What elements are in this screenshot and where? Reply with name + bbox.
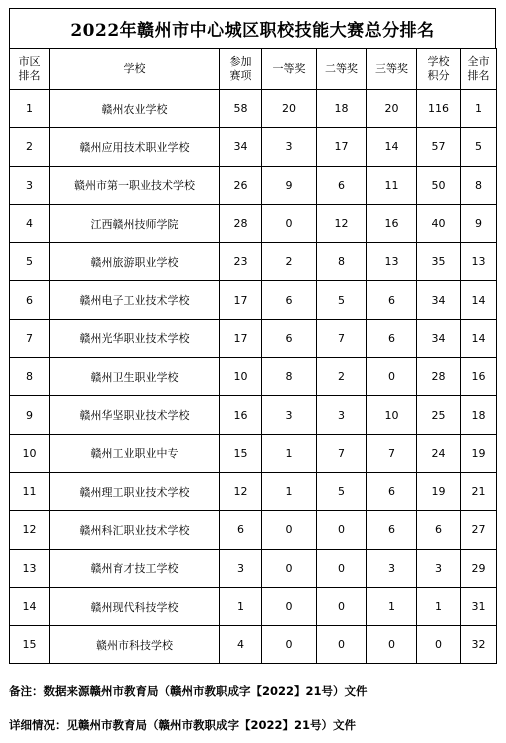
city-rank-cell: 2	[10, 128, 50, 166]
city-rank-cell: 14	[10, 587, 50, 625]
header-school-score	[417, 49, 461, 90]
header-first-prize	[262, 49, 317, 90]
table-row	[10, 587, 497, 625]
table-row	[10, 626, 497, 664]
province-rank-cell: 13	[461, 243, 497, 281]
events-cell: 28	[220, 204, 262, 242]
header-label: 全市	[467, 55, 490, 68]
first-prize-cell: 2	[262, 243, 317, 281]
first-prize-cell: 0	[262, 626, 317, 664]
school-cell: 赣州华坚职业技术学校	[50, 396, 220, 434]
province-rank-cell: 5	[461, 128, 497, 166]
score-cell: 19	[417, 472, 461, 510]
third-prize-cell: 7	[367, 434, 417, 472]
score-cell: 25	[417, 396, 461, 434]
header-school	[50, 49, 220, 90]
city-rank-cell: 11	[10, 472, 50, 510]
header-third-prize	[367, 49, 417, 90]
source-note: 备注：数据来源赣州市教育局（赣州市教职成字【2022】21号）文件	[9, 684, 368, 698]
first-prize-cell: 1	[262, 434, 317, 472]
events-cell: 58	[220, 90, 262, 128]
third-prize-cell: 16	[367, 204, 417, 242]
score-cell: 24	[417, 434, 461, 472]
header-label: 学校	[123, 62, 146, 75]
table-row	[10, 472, 497, 510]
second-prize-cell: 17	[317, 128, 367, 166]
first-prize-cell: 0	[262, 549, 317, 587]
table-title: 2022年赣州市中心城区职校技能大赛总分排名	[9, 8, 496, 48]
school-cell: 赣州市第一职业技术学校	[50, 166, 220, 204]
province-rank-cell: 21	[461, 472, 497, 510]
province-rank-cell: 9	[461, 204, 497, 242]
third-prize-cell: 0	[367, 358, 417, 396]
score-cell: 3	[417, 549, 461, 587]
second-prize-cell: 18	[317, 90, 367, 128]
province-rank-cell: 14	[461, 281, 497, 319]
header-label: 排名	[18, 69, 41, 82]
city-rank-cell: 15	[10, 626, 50, 664]
city-rank-cell: 5	[10, 243, 50, 281]
ranking-table	[9, 48, 497, 664]
table-row	[10, 166, 497, 204]
score-cell: 0	[417, 626, 461, 664]
first-prize-cell: 6	[262, 281, 317, 319]
ranking-sheet	[9, 8, 496, 664]
third-prize-cell: 20	[367, 90, 417, 128]
first-prize-cell: 8	[262, 358, 317, 396]
first-prize-cell: 0	[262, 587, 317, 625]
city-rank-cell: 6	[10, 281, 50, 319]
third-prize-cell: 1	[367, 587, 417, 625]
province-rank-cell: 32	[461, 626, 497, 664]
city-rank-cell: 3	[10, 166, 50, 204]
third-prize-cell: 0	[367, 626, 417, 664]
second-prize-cell: 5	[317, 472, 367, 510]
table-row	[10, 281, 497, 319]
province-rank-cell: 31	[461, 587, 497, 625]
table-row	[10, 319, 497, 357]
school-cell: 赣州工业职业中专	[50, 434, 220, 472]
score-cell: 50	[417, 166, 461, 204]
second-prize-cell: 2	[317, 358, 367, 396]
second-prize-cell: 0	[317, 511, 367, 549]
header-label: 三等奖	[375, 62, 408, 75]
table-row	[10, 243, 497, 281]
header-label: 市区	[18, 55, 41, 68]
school-cell: 赣州科汇职业技术学校	[50, 511, 220, 549]
province-rank-cell: 14	[461, 319, 497, 357]
score-cell: 40	[417, 204, 461, 242]
school-cell: 赣州旅游职业学校	[50, 243, 220, 281]
third-prize-cell: 6	[367, 319, 417, 357]
second-prize-cell: 6	[317, 166, 367, 204]
first-prize-cell: 3	[262, 396, 317, 434]
province-rank-cell: 29	[461, 549, 497, 587]
header-label: 积分	[427, 69, 450, 82]
score-cell: 34	[417, 319, 461, 357]
third-prize-cell: 6	[367, 511, 417, 549]
city-rank-cell: 9	[10, 396, 50, 434]
province-rank-cell: 18	[461, 396, 497, 434]
score-cell: 1	[417, 587, 461, 625]
first-prize-cell: 0	[262, 511, 317, 549]
first-prize-cell: 1	[262, 472, 317, 510]
second-prize-cell: 7	[317, 319, 367, 357]
header-label: 二等奖	[325, 62, 358, 75]
city-rank-cell: 13	[10, 549, 50, 587]
second-prize-cell: 0	[317, 587, 367, 625]
table-row	[10, 358, 497, 396]
events-cell: 34	[220, 128, 262, 166]
third-prize-cell: 3	[367, 549, 417, 587]
school-cell: 赣州理工职业技术学校	[50, 472, 220, 510]
header-label: 排名	[467, 69, 490, 82]
events-cell: 10	[220, 358, 262, 396]
school-cell: 赣州现代科技学校	[50, 587, 220, 625]
school-cell: 赣州育才技工学校	[50, 549, 220, 587]
header-city-rank	[10, 49, 50, 90]
table-row	[10, 204, 497, 242]
score-cell: 28	[417, 358, 461, 396]
province-rank-cell: 8	[461, 166, 497, 204]
header-label: 赛项	[229, 69, 252, 82]
third-prize-cell: 6	[367, 281, 417, 319]
first-prize-cell: 0	[262, 204, 317, 242]
events-cell: 23	[220, 243, 262, 281]
score-cell: 116	[417, 90, 461, 128]
events-cell: 17	[220, 319, 262, 357]
score-cell: 57	[417, 128, 461, 166]
second-prize-cell: 12	[317, 204, 367, 242]
header-label: 学校	[427, 55, 450, 68]
table-row	[10, 434, 497, 472]
city-rank-cell: 10	[10, 434, 50, 472]
events-cell: 26	[220, 166, 262, 204]
school-cell: 赣州市科技学校	[50, 626, 220, 664]
third-prize-cell: 14	[367, 128, 417, 166]
third-prize-cell: 10	[367, 396, 417, 434]
school-cell: 江西赣州技师学院	[50, 204, 220, 242]
table-row	[10, 90, 497, 128]
school-cell: 赣州应用技术职业学校	[50, 128, 220, 166]
table-row	[10, 549, 497, 587]
header-label: 一等奖	[272, 62, 306, 75]
table-row	[10, 396, 497, 434]
province-rank-cell: 1	[461, 90, 497, 128]
third-prize-cell: 6	[367, 472, 417, 510]
first-prize-cell: 3	[262, 128, 317, 166]
events-cell: 17	[220, 281, 262, 319]
second-prize-cell: 0	[317, 626, 367, 664]
school-cell: 赣州农业学校	[50, 90, 220, 128]
score-cell: 34	[417, 281, 461, 319]
score-cell: 35	[417, 243, 461, 281]
city-rank-cell: 7	[10, 319, 50, 357]
third-prize-cell: 11	[367, 166, 417, 204]
second-prize-cell: 7	[317, 434, 367, 472]
second-prize-cell: 5	[317, 281, 367, 319]
events-cell: 3	[220, 549, 262, 587]
first-prize-cell: 6	[262, 319, 317, 357]
events-cell: 6	[220, 511, 262, 549]
score-cell: 6	[417, 511, 461, 549]
first-prize-cell: 9	[262, 166, 317, 204]
events-cell: 16	[220, 396, 262, 434]
header-second-prize	[317, 49, 367, 90]
header-row	[10, 49, 497, 90]
second-prize-cell: 3	[317, 396, 367, 434]
city-rank-cell: 1	[10, 90, 50, 128]
province-rank-cell: 19	[461, 434, 497, 472]
header-province-rank	[461, 49, 497, 90]
events-cell: 12	[220, 472, 262, 510]
second-prize-cell: 0	[317, 549, 367, 587]
city-rank-cell: 4	[10, 204, 50, 242]
header-events	[220, 49, 262, 90]
second-prize-cell: 8	[317, 243, 367, 281]
events-cell: 1	[220, 587, 262, 625]
city-rank-cell: 12	[10, 511, 50, 549]
header-label: 参加	[229, 55, 252, 68]
school-cell: 赣州电子工业技术学校	[50, 281, 220, 319]
detail-note: 详细情况：见赣州市教育局（赣州市教职成字【2022】21号）文件	[9, 718, 357, 732]
province-rank-cell: 16	[461, 358, 497, 396]
table-body	[10, 90, 497, 664]
province-rank-cell: 27	[461, 511, 497, 549]
events-cell: 15	[220, 434, 262, 472]
events-cell: 4	[220, 626, 262, 664]
table-row	[10, 128, 497, 166]
city-rank-cell: 8	[10, 358, 50, 396]
third-prize-cell: 13	[367, 243, 417, 281]
school-cell: 赣州卫生职业学校	[50, 358, 220, 396]
table-row	[10, 511, 497, 549]
school-cell: 赣州光华职业技术学校	[50, 319, 220, 357]
first-prize-cell: 20	[262, 90, 317, 128]
